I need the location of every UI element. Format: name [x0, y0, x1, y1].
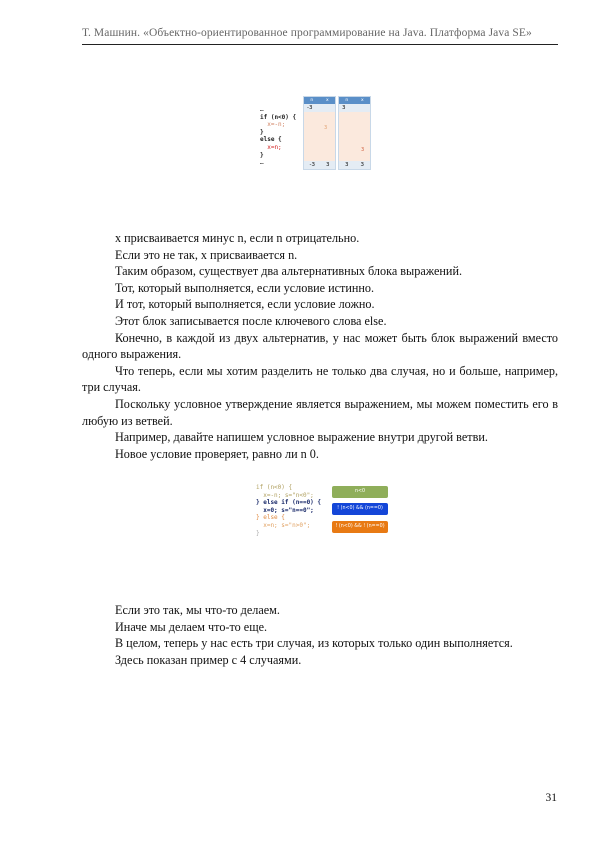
paragraph: x присваивается минус n, если n отрицательно. [115, 231, 360, 245]
code-line: if (n<0) { [260, 113, 297, 121]
condition-bubble-green: n<0 [332, 486, 388, 498]
figure-else-if [256, 484, 391, 544]
trace-column-negative [303, 96, 336, 170]
code-line: } [260, 128, 264, 136]
paragraph: Новое условие проверяет, равно ли n 0. [115, 446, 319, 461]
code-line: } else { [256, 514, 285, 522]
body-text-2 [82, 602, 558, 668]
code-line: } [256, 529, 260, 537]
header-rule [82, 44, 558, 45]
paragraph: Если это не так, x присваивается n. [115, 247, 298, 262]
running-header: Т. Машнин. «Объектно-ориентированное программирование на Java. Платформа Java SE» [82, 27, 532, 39]
code-line: } else if (n==0) { [256, 499, 322, 507]
code-line: else { [260, 136, 282, 144]
code-line: } [260, 151, 264, 159]
paragraph: Здесь показан пример с 4 случаями. [115, 652, 302, 667]
code-line: x=-n; [260, 121, 286, 129]
code-line: … [260, 159, 264, 167]
value: -3 [307, 105, 313, 111]
page-number: 31 [545, 792, 557, 804]
paragraph: Этот блок записывается после ключевого слова else. [115, 313, 387, 328]
value: 3 [324, 125, 328, 131]
col-header: x [360, 98, 364, 103]
paragraph: Если это так, мы что-то делаем. [115, 603, 280, 617]
paragraph: Иначе мы делаем что-то еще. [115, 619, 268, 634]
value: -3 [309, 162, 315, 168]
code-line: x=-n; s="n<0"; [256, 491, 314, 499]
code-snippet [256, 484, 321, 537]
value: 3 [360, 162, 364, 168]
col-header: n [345, 98, 349, 103]
value: 3 [361, 147, 365, 153]
paragraph: В целом, теперь у нас есть три случая, из которых только один выполняется. [115, 636, 513, 651]
value: 3 [345, 162, 349, 168]
condition-bubble-orange: ! (n<0) && ! (n==0) [332, 521, 388, 533]
code-line: x=n; [260, 143, 282, 151]
paragraph: Конечно, в каждой из двух альтернатив, у нас может быть блок выражений вместо одного выражения. [82, 330, 558, 362]
paragraph: Например, давайте напишем условное выражение внутри другой ветви. [115, 430, 488, 445]
code-line: x=0; s="n==0"; [256, 506, 314, 514]
code-line: x=n; s="n>0"; [256, 521, 311, 529]
value: 3 [325, 162, 330, 168]
body-text-1 [82, 230, 558, 462]
trace-column-positive [338, 96, 371, 170]
paragraph: Поскольку условное утверждение является выражением, мы можем поместить его в любую из ветвей. [82, 396, 558, 428]
condition-bubble-blue: ! (n<0) && (n==0) [332, 503, 388, 515]
paragraph: И тот, который выполняется, если условие ложно. [115, 297, 375, 312]
col-header: x [325, 98, 329, 103]
figure-if-else-trace [260, 96, 375, 176]
value: 3 [342, 105, 346, 111]
paragraph: Что теперь, если мы хотим разделить не только два случая, но и больше, например, три случая. [82, 363, 558, 395]
paragraph: Тот, который выполняется, если условие истинно. [115, 280, 375, 295]
paragraph: Таким образом, существует два альтернативных блока выражений. [115, 264, 463, 279]
col-header: n [310, 98, 314, 103]
code-line: … [260, 106, 264, 113]
code-snippet [260, 106, 296, 167]
code-line: if (n<0) { [256, 484, 293, 491]
